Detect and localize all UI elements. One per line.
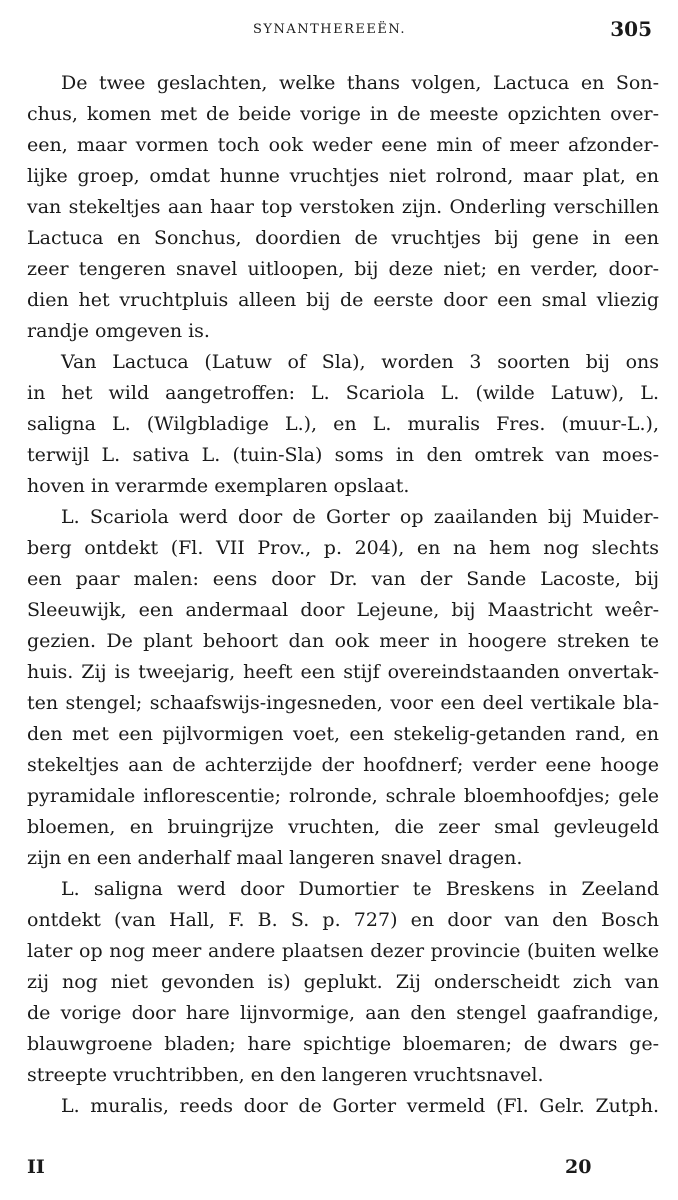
text-line: dien het vruchtpluis alleen bij de eerste door een smal vliezig: [27, 289, 659, 311]
running-title: SYNANTHEREEËN.: [253, 22, 407, 37]
text-line: huis. Zij is tweejarig, heeft een stijf overeindstaanden onvertak-: [27, 661, 659, 683]
signature-number: 20: [565, 1156, 592, 1178]
page-number: 305: [610, 17, 652, 41]
text-line: ontdekt (van Hall, F. B. S. p. 727) en door van den Bosch: [27, 909, 659, 931]
text-line: gezien. De plant behoort dan ook meer in hoogere streken te: [27, 630, 659, 652]
text-line: zij nog niet gevonden is) geplukt. Zij onderscheidt zich van: [27, 971, 659, 993]
text-line: L. saligna werd door Dumortier te Breskens in Zeeland: [61, 878, 659, 900]
text-line: terwijl L. sativa L. (tuin-Sla) soms in den omtrek van moes-: [27, 444, 659, 466]
text-line: de vorige door hare lijnvormige, aan den stengel gaafrandige,: [27, 1002, 659, 1024]
text-line: Sleeuwijk, een andermaal door Lejeune, bij Maastricht weêr-: [27, 599, 659, 621]
text-line: L. Scariola werd door de Gorter op zaailanden bij Muider-: [61, 506, 659, 528]
text-line: randje omgeven is.: [27, 320, 210, 342]
text-line: bloemen, en bruingrijze vruchten, die zeer smal gevleugeld: [27, 816, 659, 838]
text-line: stekeltjes aan de achterzijde der hoofdnerf; verder eene hooge: [27, 754, 659, 776]
body-text: [27, 68, 659, 1122]
text-line: van stekeltjes aan haar top verstoken zijn. Onderling verschillen: [27, 196, 659, 218]
text-line: een paar malen: eens door Dr. van der Sande Lacoste, bij: [27, 568, 659, 590]
text-line: L. muralis, reeds door de Gorter vermeld (Fl. Gelr. Zutph.: [61, 1095, 659, 1117]
text-line: later op nog meer andere plaatsen dezer provincie (buiten welke: [27, 940, 659, 962]
text-line: den met een pijlvormigen voet, een stekelig-getanden rand, en: [27, 723, 659, 745]
text-line: berg ontdekt (Fl. VII Prov., p. 204), en na hem nog slechts: [27, 537, 659, 559]
text-line: pyramidale inflorescentie; rolronde, schrale bloemhoofdjes; gele: [27, 785, 659, 807]
text-line: lijke groep, omdat hunne vruchtjes niet rolrond, maar plat, en: [27, 165, 659, 187]
text-line: streepte vruchtribben, en den langeren vruchtsnavel.: [27, 1064, 544, 1086]
text-line: saligna L. (Wilgbladige L.), en L. muralis Fres. (muur-L.),: [27, 413, 659, 435]
text-line: hoven in verarmde exemplaren opslaat.: [27, 475, 410, 497]
text-line: zeer tengeren snavel uitloopen, bij deze niet; en verder, door-: [27, 258, 659, 280]
text-line: in het wild aangetroffen: L. Scariola L. (wilde Latuw), L.: [27, 382, 659, 404]
text-line: Lactuca en Sonchus, doordien de vruchtjes bij gene in een: [27, 227, 659, 249]
text-line: blauwgroene bladen; hare spichtige bloemaren; de dwars ge-: [27, 1033, 659, 1055]
text-line: ten stengel; schaafswijs-ingesneden, voor een deel vertikale bla-: [27, 692, 659, 714]
text-line: De twee geslachten, welke thans volgen, Lactuca en Son-: [61, 72, 659, 94]
text-line: een, maar vormen toch ook weder eene min of meer afzonder-: [27, 134, 659, 156]
text-line: Van Lactuca (Latuw of Sla), worden 3 soorten bij ons: [61, 351, 659, 373]
text-line: chus, komen met de beide vorige in de meeste opzichten over-: [27, 103, 659, 125]
text-line: zijn en een anderhalf maal langeren snavel dragen.: [27, 847, 523, 869]
signature-mark: II: [27, 1156, 45, 1178]
